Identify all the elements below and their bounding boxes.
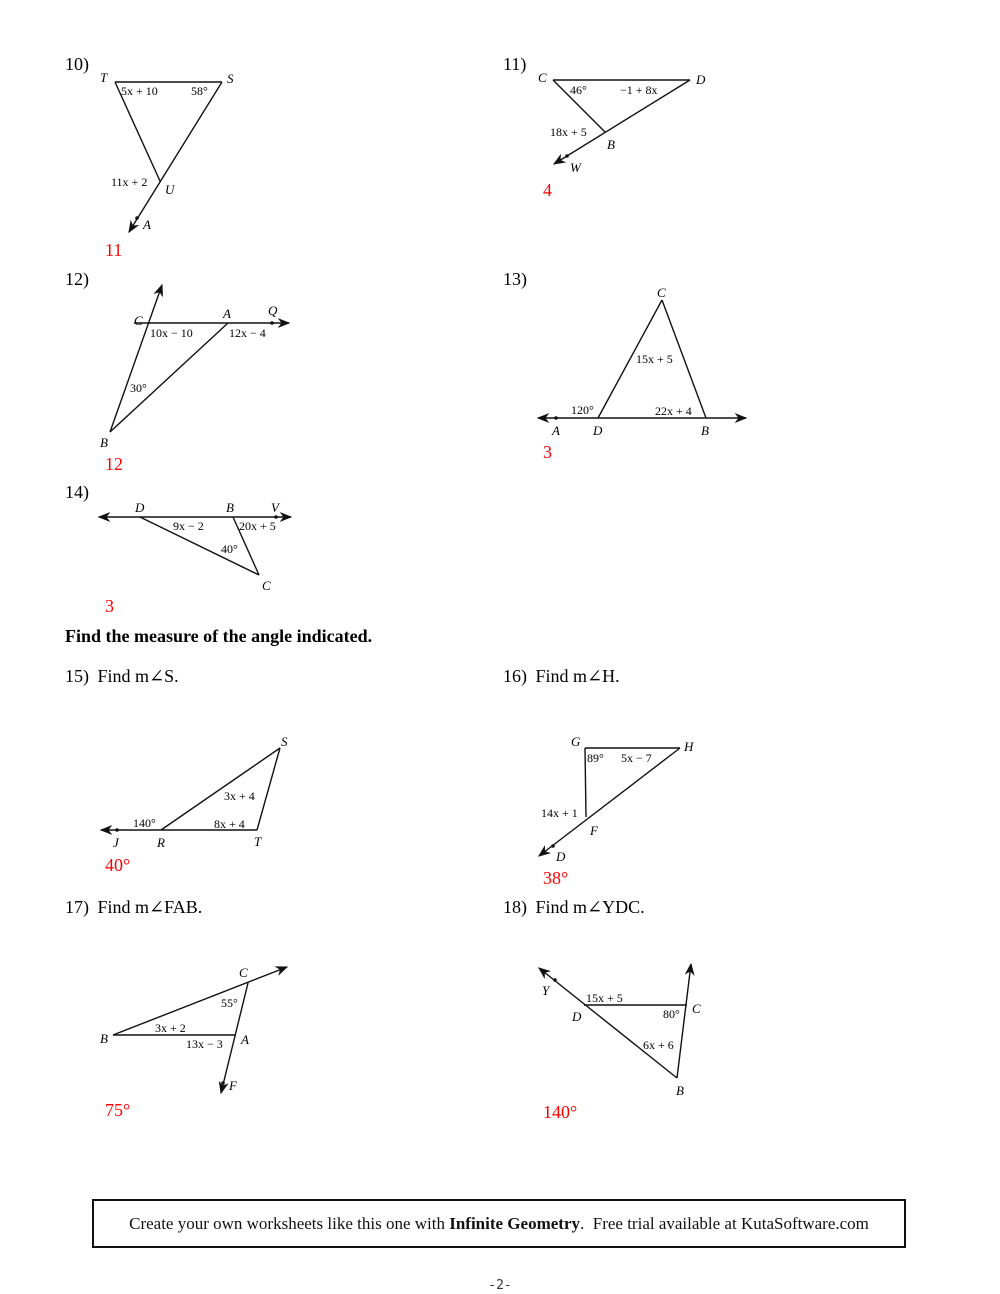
vertex-label: T — [254, 834, 262, 849]
ray-bc — [677, 964, 691, 1078]
page-number: -2- — [488, 1278, 512, 1293]
angle-label: 5x − 7 — [621, 751, 652, 765]
answer: 75° — [105, 1100, 131, 1120]
angle-label: 5x + 10 — [121, 84, 158, 98]
angle-label: 6x + 6 — [643, 1038, 674, 1052]
footer-text-link: . Free trial available at KutaSoftware.com — [580, 1213, 869, 1233]
angle-label: 80° — [663, 1007, 680, 1021]
vertex-label: C — [134, 313, 143, 328]
point-q — [270, 321, 274, 325]
angle-label: 22x + 4 — [655, 404, 692, 418]
problem-11 — [503, 54, 706, 200]
vertex-label: B — [701, 423, 709, 438]
vertex-label: B — [100, 1031, 108, 1046]
problem-heading: 18) Find m∠YDC. — [503, 897, 645, 917]
vertex-label: S — [281, 734, 288, 749]
angle-label: 8x + 4 — [214, 817, 245, 831]
answer: 11 — [105, 240, 123, 260]
ray-bc — [110, 285, 162, 432]
point-d — [551, 844, 555, 848]
angle-label: 20x + 5 — [239, 519, 276, 533]
vertex-label: A — [552, 423, 560, 438]
problem-15 — [65, 666, 288, 875]
problem-number: 13) — [503, 269, 527, 289]
problem-12 — [65, 269, 289, 474]
point-f — [221, 1081, 225, 1085]
angle-label: 58° — [191, 84, 208, 98]
footer-text: Create your own worksheets like this one with — [129, 1213, 450, 1233]
vertex-label: G — [571, 734, 581, 749]
answer: 4 — [543, 180, 552, 200]
problem-number: 14) — [65, 482, 89, 502]
answer: 40° — [105, 855, 131, 875]
vertex-label: C — [692, 1001, 701, 1016]
vertex-label: A — [143, 217, 151, 232]
angle-label: 13x − 3 — [186, 1037, 223, 1051]
vertex-label: W — [570, 160, 581, 175]
vertex-label: D — [556, 849, 566, 864]
vertex-label: F — [229, 1078, 237, 1093]
ray-sa — [129, 82, 222, 232]
ray-hd — [539, 748, 680, 856]
footer-product-name: Infinite Geometry — [449, 1213, 580, 1233]
angle-label: −1 + 8x — [620, 83, 658, 97]
angle-label: 120° — [571, 403, 594, 417]
angle-label: 3x + 2 — [155, 1021, 186, 1035]
problem-13 — [503, 269, 746, 462]
angle-label: 55° — [221, 996, 238, 1010]
problem-heading: 16) Find m∠H. — [503, 666, 620, 686]
vertex-label: S — [227, 71, 234, 86]
angle-label: 40° — [221, 542, 238, 556]
vertex-label: U — [165, 182, 175, 197]
vertex-label: D — [135, 500, 145, 515]
vertex-label: D — [593, 423, 603, 438]
angle-label: 18x + 5 — [550, 125, 587, 139]
vertex-label: C — [538, 70, 547, 85]
vertex-label: C — [262, 578, 271, 593]
problem-number: 10) — [65, 54, 89, 74]
vertex-label: B — [607, 137, 615, 152]
answer: 12 — [105, 454, 123, 474]
answer: 140° — [543, 1102, 578, 1122]
vertex-label: D — [572, 1009, 582, 1024]
problem-16 — [503, 666, 694, 888]
point-y — [553, 978, 557, 982]
vertex-label: C — [239, 965, 248, 980]
angle-label: 3x + 4 — [224, 789, 255, 803]
vertex-label: J — [113, 835, 119, 850]
problem-18 — [503, 897, 701, 1122]
vertex-label: A — [241, 1032, 249, 1047]
vertex-label: B — [100, 435, 108, 450]
segment-st — [257, 748, 280, 830]
angle-label: 15x + 5 — [586, 991, 623, 1005]
problem-number: 11) — [503, 54, 527, 74]
vertex-label: T — [100, 70, 108, 85]
answer: 3 — [543, 442, 552, 462]
angle-label: 9x − 2 — [173, 519, 204, 533]
section-heading: Find the measure of the angle indicated. — [65, 626, 373, 646]
angle-label: 140° — [133, 816, 156, 830]
vertex-label: B — [226, 500, 234, 515]
point-w — [565, 154, 569, 158]
problem-heading: 15) Find m∠S. — [65, 666, 179, 686]
angle-label: 46° — [570, 83, 587, 97]
ray-by — [539, 968, 677, 1078]
vertex-label: A — [223, 306, 231, 321]
vertex-label: Q — [268, 303, 278, 318]
problem-17 — [65, 897, 287, 1120]
angle-label: 14x + 1 — [541, 806, 578, 820]
ray-bc — [113, 967, 287, 1035]
point-a — [554, 416, 558, 420]
problem-10 — [65, 54, 234, 260]
angle-label: 12x − 4 — [229, 326, 266, 340]
vertex-label: F — [590, 823, 598, 838]
answer: 3 — [105, 596, 114, 616]
answer: 38° — [543, 868, 569, 888]
vertex-label: V — [271, 500, 279, 515]
problem-14 — [65, 482, 291, 616]
angle-label: 10x − 10 — [150, 326, 193, 340]
angle-label: 30° — [130, 381, 147, 395]
vertex-label: H — [684, 739, 694, 754]
point-j — [115, 828, 119, 832]
segment-gf — [585, 748, 586, 817]
angle-label: 11x + 2 — [111, 175, 148, 189]
vertex-label: Y — [542, 983, 550, 998]
point-a — [135, 216, 139, 220]
vertex-label: B — [676, 1083, 684, 1098]
vertex-label: R — [157, 835, 165, 850]
vertex-label: D — [696, 72, 706, 87]
angle-label: 89° — [587, 751, 604, 765]
problem-number: 12) — [65, 269, 89, 289]
problem-heading: 17) Find m∠FAB. — [65, 897, 203, 917]
vertex-label: C — [657, 285, 666, 300]
footer-banner — [92, 1199, 906, 1248]
angle-label: 15x + 5 — [636, 352, 673, 366]
